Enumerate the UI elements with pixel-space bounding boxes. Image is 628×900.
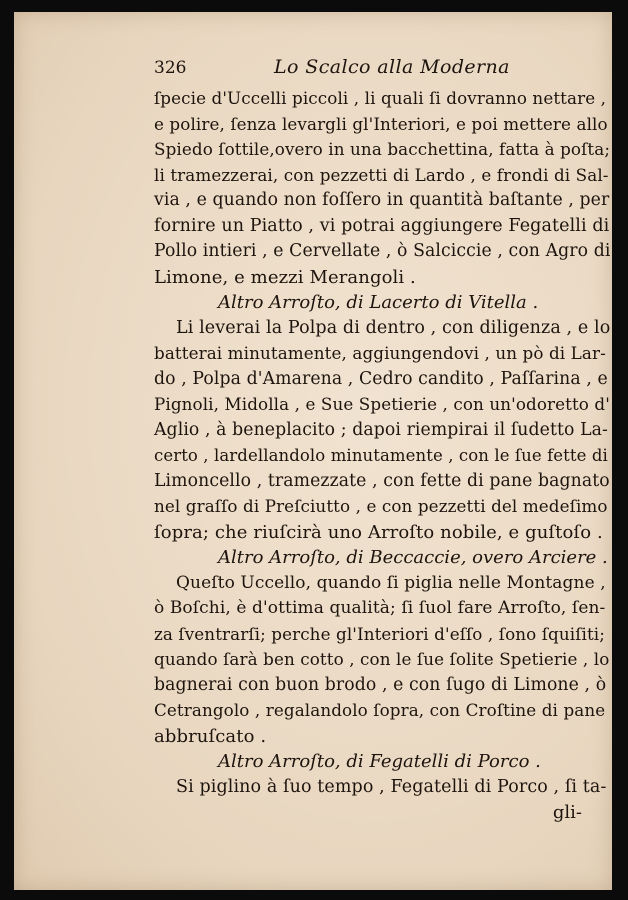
text-line: Limone, e mezzi Merangoli . (154, 266, 416, 288)
text-line: bagnerai con buon brodo , e con ſugo di Limone , ò (154, 674, 607, 695)
text-line: li tramezzerai, con pezzetti di Lardo , e frondi di Sal- (154, 164, 609, 185)
page-number: 326 (154, 58, 187, 78)
text-line: Cetrangolo , regalandolo ſopra, con Croſtine di pane (154, 700, 606, 720)
text-line: za ſventrarſi; perche gl'Interiori d'eſſo , ſono ſquiſiti; (154, 623, 605, 644)
text-line: certo , lardellandolo minutamente , con le ſue fette di (154, 446, 608, 465)
section-heading: Altro Arroſto, di Fegatelli di Porco . (218, 751, 541, 772)
text-line: batterai minutamente, aggiungendovi , un pò di Lar- (154, 343, 606, 363)
section-heading: Altro Arroſto, di Beccaccie, overo Arciere . (218, 547, 608, 568)
text-line: Spiedo ſottile,overo in una bacchettina, fatta à poſta; (154, 139, 611, 159)
text-line: Pignoli, Midolla , e Sue Spetierie , con un'odoretto d' (154, 394, 610, 414)
text-line: ò Boſchi, è d'ottima qualità; ſi ſuol fare Arroſto, ſen- (154, 598, 606, 618)
section-heading: Altro Arroſto, di Lacerto di Vitella . (218, 292, 539, 313)
text-line: ſopra; che riuſcirà uno Arroſto nobile, e guſtoſo . (154, 521, 603, 543)
text-line: quando ſarà ben cotto , con le ſue ſolite Spetierie , lo (154, 649, 610, 669)
book-page (14, 12, 612, 890)
text-line: e polire, ſenza levargli gl'Interiori, e poi mettere allo (154, 113, 608, 134)
text-line: ſpecie d'Uccelli piccoli , li quali ſi dovranno nettare , (154, 88, 607, 108)
text-line: do , Polpa d'Amarena , Cedro candito , Paſſarina , e (154, 368, 608, 389)
text-line: Pollo intieri , e Cervellate , ò Salciccie , con Agro di (154, 241, 611, 261)
text-line: Limoncello , tramezzate , con fette di pane bagnato (154, 470, 610, 491)
running-title: Lo Scalco alla Moderna (274, 56, 510, 78)
text-block (154, 56, 610, 826)
text-line: Si piglino à ſuo tempo , Fegatelli di Porco , ſi ta- (176, 776, 607, 797)
text-line: fornire un Piatto , vi potrai aggiungere Fegatelli di (154, 215, 610, 236)
catchword: gli- (552, 802, 582, 823)
text-line: Li leverai la Polpa di dentro , con diligenza , e lo (176, 317, 611, 338)
text-line: nel graſſo di Preſciutto , e con pezzetti del medeſimo (154, 496, 608, 516)
page-header (154, 56, 610, 86)
text-line: Queſto Uccello, quando ſi piglia nelle Montagne , (176, 572, 606, 593)
text-line: via , e quando non foſſero in quantità baſtante , per (154, 190, 610, 210)
text-line: abbruſcato . (154, 725, 267, 747)
text-line: Aglio , à beneplacito ; dapoi riempirai il ſudetto La- (154, 419, 608, 440)
